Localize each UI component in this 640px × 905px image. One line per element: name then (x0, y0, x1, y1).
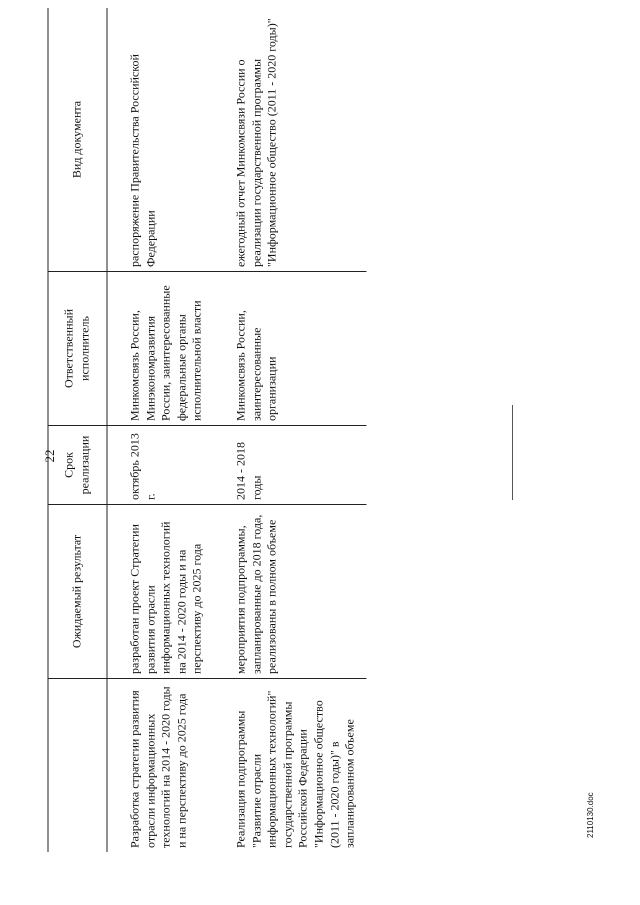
cell-measure: Реализация подпрограммы "Развитие отрасли информационных технологий" государственной программы Российской Федерации "Информационное общество (2011 - 2020 годы)" в запланированном объеме (233, 690, 357, 848)
footer-file-code: 2110130.doc (586, 792, 595, 838)
measures-table (48, 8, 367, 852)
separator-line (512, 405, 513, 500)
header-measure (48, 679, 107, 853)
cell-executor: Минкомсвязь России, заинтересованные организации (213, 272, 366, 426)
table-header-row (48, 8, 107, 852)
cell-term: октябрь 2013 г. (107, 426, 213, 505)
header-term: Срок реализации (48, 426, 107, 505)
cell-executor: Минкомсвязь России, Минэкономразвития России, заинтересованные федеральные органы исполнительной власти (107, 272, 213, 426)
cell-measure: Разработка стратегии развития отрасли информационных технологий на 2014 - 2020 годы и на перспективу до 2025 года (127, 686, 189, 848)
cell-term: 2014 - 2018 годы (213, 426, 366, 505)
table-row (213, 8, 366, 852)
document-table-container (48, 18, 593, 852)
cell-result: мероприятия подпрограммы, запланированные до 2018 года, реализованы в полном объеме (213, 505, 366, 679)
table-row (107, 8, 213, 852)
header-expected-result: Ожидаемый результат (48, 505, 107, 679)
cell-result: разработан проект Стратегии развития отрасли информационных технологий на 2014 - 2020 годы и на перспективу до 2025 года (107, 505, 213, 679)
cell-document: ежегодный отчет Минкомсвязи России о реализации государственной программы "Информационное общество (2011 - 2020 годы)" (213, 8, 366, 272)
cell-document: распоряжение Правительства Российской Федерации (107, 8, 213, 272)
header-document-type: Вид документа (48, 8, 107, 272)
header-executor: Ответственный исполнитель (48, 272, 107, 426)
page-number: 22 (42, 449, 57, 463)
